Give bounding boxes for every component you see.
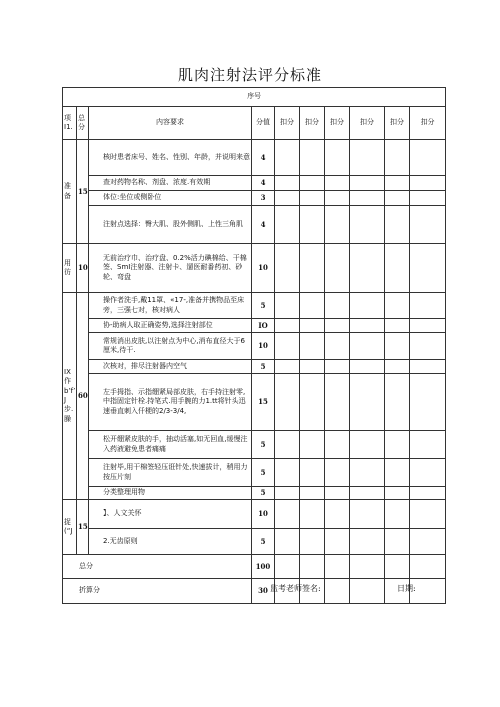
deduct-cell bbox=[410, 176, 446, 191]
deduct-cell bbox=[275, 206, 300, 244]
deduct-cell bbox=[325, 319, 350, 333]
deduct-cell bbox=[410, 206, 446, 244]
deduct-cell bbox=[325, 374, 350, 431]
item-score: 4 bbox=[252, 176, 275, 191]
deduct-cell bbox=[325, 459, 350, 487]
date-label: 日期: bbox=[397, 584, 416, 593]
table-row bbox=[63, 500, 446, 529]
deduct-cell bbox=[350, 176, 385, 191]
deduct-cell bbox=[385, 244, 410, 293]
deduct-cell bbox=[300, 244, 325, 293]
header-deduct-5: 扣分 bbox=[385, 107, 410, 140]
examiner-signature-label: 监考老师签名: bbox=[270, 584, 321, 593]
table-row bbox=[63, 244, 446, 293]
table-row bbox=[63, 293, 446, 319]
deduct-cell bbox=[275, 140, 300, 176]
header-row bbox=[63, 107, 446, 140]
deduct-cell bbox=[325, 176, 350, 191]
table-row bbox=[63, 360, 446, 374]
deduct-cell bbox=[410, 140, 446, 176]
table-row bbox=[63, 487, 446, 500]
deduct-cell bbox=[300, 459, 325, 487]
section-name: 用 彷 bbox=[63, 244, 77, 293]
item-content: 分类整理用物 bbox=[89, 487, 252, 500]
deduct-cell bbox=[385, 431, 410, 459]
item-score: 3 bbox=[252, 191, 275, 206]
item-content: 体位:坐位或侧卧位 bbox=[89, 191, 252, 206]
header-deduct-4: 扣分 bbox=[350, 107, 385, 140]
deduct-cell bbox=[350, 206, 385, 244]
deduct-cell bbox=[410, 191, 446, 206]
deduct-cell bbox=[325, 500, 350, 529]
deduct-cell bbox=[300, 555, 325, 579]
deduct-cell bbox=[350, 191, 385, 206]
header-value: 分值 bbox=[252, 107, 275, 140]
item-score: 5 bbox=[252, 360, 275, 374]
header-total: 总 分 bbox=[77, 107, 89, 140]
header-deduct-1: 扣分 bbox=[275, 107, 300, 140]
deduct-cell bbox=[385, 487, 410, 500]
deduct-cell bbox=[385, 191, 410, 206]
header-content: 内容要求 bbox=[89, 107, 252, 140]
deduct-cell bbox=[410, 319, 446, 333]
header-deduct-2: 扣分 bbox=[300, 107, 325, 140]
deduct-cell bbox=[325, 293, 350, 319]
deduct-cell bbox=[410, 459, 446, 487]
table-row bbox=[63, 374, 446, 431]
item-content: 注射毕,用干棉签轻压诳针处,快速拔计，稍用力按压片刻 bbox=[89, 459, 252, 487]
deduct-cell bbox=[350, 579, 385, 604]
deduct-cell bbox=[275, 374, 300, 431]
deduct-cell bbox=[300, 176, 325, 191]
deduct-cell bbox=[275, 333, 300, 360]
table-body bbox=[63, 88, 446, 604]
deduct-cell bbox=[385, 319, 410, 333]
deduct-cell bbox=[300, 431, 325, 459]
section-total: 60 bbox=[77, 293, 89, 500]
summary-score: 30 bbox=[252, 579, 275, 604]
deduct-cell bbox=[410, 244, 446, 293]
summary-score: 100 bbox=[252, 555, 275, 579]
deduct-cell bbox=[275, 431, 300, 459]
deduct-cell bbox=[385, 360, 410, 374]
deduct-cell bbox=[385, 293, 410, 319]
item-content: 松开绷紧皮肤的手，抽动活塞,如无回血,缓慢注入药液避免患者痛痛 bbox=[89, 431, 252, 459]
deduct-cell bbox=[325, 360, 350, 374]
header-item: 项 I1. bbox=[63, 107, 77, 140]
deduct-cell bbox=[275, 191, 300, 206]
deduct-cell bbox=[300, 529, 325, 555]
deduct-cell bbox=[385, 500, 410, 529]
deduct-cell bbox=[385, 140, 410, 176]
table-row bbox=[63, 431, 446, 459]
deduct-cell bbox=[325, 333, 350, 360]
deduct-cell bbox=[275, 319, 300, 333]
item-content: 2.无齿原则 bbox=[89, 529, 252, 555]
deduct-cell bbox=[300, 191, 325, 206]
table-row bbox=[63, 319, 446, 333]
deduct-cell bbox=[385, 206, 410, 244]
item-score: 5 bbox=[252, 431, 275, 459]
deduct-cell bbox=[350, 293, 385, 319]
item-score: 15 bbox=[252, 374, 275, 431]
section-name: IX 作 b’f’ J步. 臊 bbox=[63, 293, 77, 500]
deduct-cell bbox=[300, 140, 325, 176]
deduct-cell bbox=[300, 293, 325, 319]
item-content: 无前治疗巾、治疗盘、0.2%活力碘棉给、干棉签、SmI注射器、注射卡、遛医耐番药初、砂轮、弯盘 bbox=[89, 244, 252, 293]
deduct-cell bbox=[410, 555, 446, 579]
deduct-cell bbox=[275, 176, 300, 191]
deduct-cell bbox=[275, 555, 300, 579]
deduct-cell bbox=[325, 244, 350, 293]
table-row bbox=[63, 176, 446, 191]
item-score: 5 bbox=[252, 529, 275, 555]
deduct-cell bbox=[350, 244, 385, 293]
header-seq-row bbox=[63, 88, 446, 107]
section-total: 10 bbox=[77, 244, 89, 293]
section-total: 15 bbox=[77, 500, 89, 555]
item-score: 5 bbox=[252, 293, 275, 319]
item-score: 10 bbox=[252, 333, 275, 360]
deduct-cell bbox=[275, 500, 300, 529]
deduct-cell bbox=[350, 319, 385, 333]
item-score: 5 bbox=[252, 487, 275, 500]
deduct-cell bbox=[350, 459, 385, 487]
deduct-cell bbox=[385, 555, 410, 579]
deduct-cell bbox=[385, 529, 410, 555]
summary-row bbox=[63, 555, 446, 579]
deduct-cell bbox=[385, 333, 410, 360]
deduct-cell bbox=[325, 140, 350, 176]
deduct-cell bbox=[385, 374, 410, 431]
summary-label: 折算分 bbox=[63, 579, 252, 604]
item-content: 协-助病人取正确姿势,选择注射部位 bbox=[89, 319, 252, 333]
item-content: 常规消出皮肤,以注射点为中心,消布直径大于6厘米,待干. bbox=[89, 333, 252, 360]
deduct-cell bbox=[275, 360, 300, 374]
item-content: 左手拇指、示指绷紧局部皮肤，右手持注射零,中指固定针栓.持笔式.用手腕的力1.tt将针头迅速垂直刺入仟梗的2/3-3/4, bbox=[89, 374, 252, 431]
table-row bbox=[63, 191, 446, 206]
deduct-cell bbox=[325, 487, 350, 500]
deduct-cell bbox=[410, 500, 446, 529]
deduct-cell bbox=[325, 191, 350, 206]
deduct-cell bbox=[350, 555, 385, 579]
item-content: 查对药物名称、剂盘、浓度.有效期 bbox=[89, 176, 252, 191]
deduct-cell bbox=[300, 206, 325, 244]
item-score: IO bbox=[252, 319, 275, 333]
item-content: 次核对，排尽注射器内空气 bbox=[89, 360, 252, 374]
deduct-cell bbox=[325, 555, 350, 579]
deduct-cell bbox=[350, 360, 385, 374]
deduct-cell bbox=[350, 140, 385, 176]
deduct-cell bbox=[410, 487, 446, 500]
deduct-cell bbox=[325, 206, 350, 244]
deduct-cell bbox=[350, 333, 385, 360]
deduct-cell bbox=[300, 360, 325, 374]
deduct-cell bbox=[275, 529, 300, 555]
deduct-cell bbox=[300, 374, 325, 431]
deduct-cell bbox=[410, 360, 446, 374]
deduct-cell bbox=[325, 431, 350, 459]
item-score: 10 bbox=[252, 500, 275, 529]
item-content: 】、人文关怀 bbox=[89, 500, 252, 529]
deduct-cell bbox=[410, 293, 446, 319]
deduct-cell bbox=[300, 500, 325, 529]
deduct-cell bbox=[300, 333, 325, 360]
deduct-cell bbox=[350, 374, 385, 431]
deduct-cell bbox=[325, 529, 350, 555]
deduct-cell bbox=[275, 487, 300, 500]
table-row bbox=[63, 459, 446, 487]
table-row bbox=[63, 140, 446, 176]
item-content: 核时患者床号、姓名、性别、年龄，并说明来意 bbox=[89, 140, 252, 176]
item-content: 注射点选择：臀大肌、股外侧肌、上性三角肌 bbox=[89, 206, 252, 244]
deduct-cell bbox=[350, 487, 385, 500]
deduct-cell bbox=[385, 176, 410, 191]
header-seq: 序号 bbox=[63, 88, 446, 107]
item-score: 5 bbox=[252, 459, 275, 487]
deduct-cell bbox=[410, 374, 446, 431]
table-row bbox=[63, 529, 446, 555]
item-score: 4 bbox=[252, 206, 275, 244]
deduct-cell bbox=[325, 579, 350, 604]
scoring-table bbox=[62, 87, 446, 604]
deduct-cell bbox=[350, 500, 385, 529]
table-row bbox=[63, 206, 446, 244]
page-title: 肌肉注射法评分标准 bbox=[177, 66, 322, 84]
item-score: 4 bbox=[252, 140, 275, 176]
deduct-cell bbox=[410, 529, 446, 555]
header-deduct-3: 扣分 bbox=[325, 107, 350, 140]
deduct-cell bbox=[275, 244, 300, 293]
deduct-cell bbox=[275, 293, 300, 319]
item-score: 10 bbox=[252, 244, 275, 293]
deduct-cell bbox=[350, 431, 385, 459]
item-content: 操作者洗手,戴11罩、«17-,准备并携物品至床旁，三强七对，核对病人 bbox=[89, 293, 252, 319]
section-name: 捉 (“J bbox=[63, 500, 77, 555]
deduct-cell bbox=[410, 333, 446, 360]
section-total: 15 bbox=[77, 140, 89, 244]
deduct-cell bbox=[410, 431, 446, 459]
summary-row bbox=[63, 579, 446, 604]
deduct-cell bbox=[275, 459, 300, 487]
deduct-cell bbox=[385, 459, 410, 487]
deduct-cell bbox=[350, 529, 385, 555]
table-row bbox=[63, 333, 446, 360]
summary-label: 总分 bbox=[63, 555, 252, 579]
deduct-cell bbox=[300, 487, 325, 500]
header-deduct-6: 扣分 bbox=[410, 107, 446, 140]
deduct-cell bbox=[300, 319, 325, 333]
section-name: 准 备 bbox=[63, 140, 77, 244]
